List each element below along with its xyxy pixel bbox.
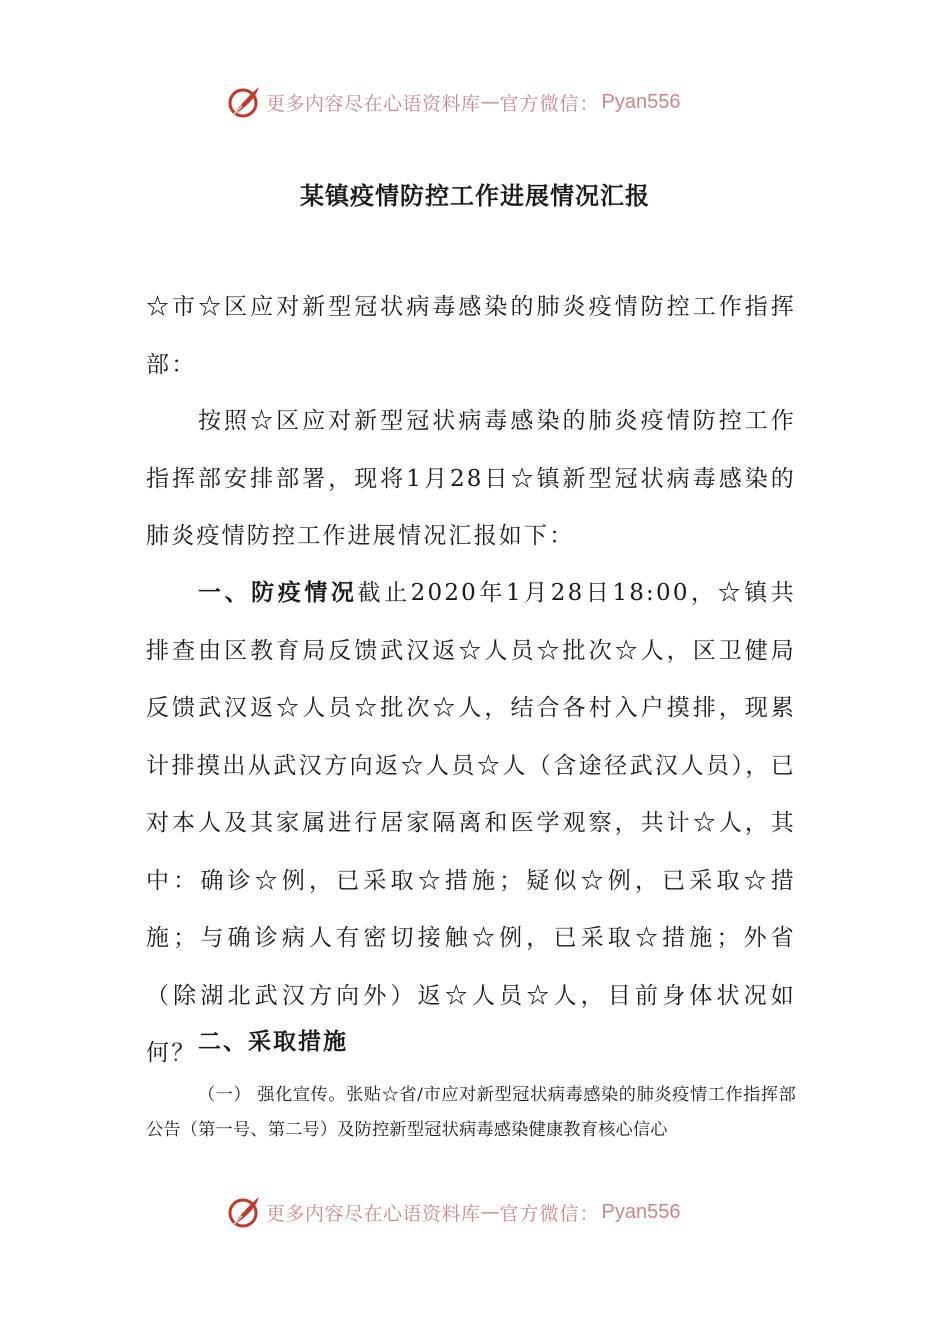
header-banner bbox=[226, 82, 681, 122]
section-epidemic-situation bbox=[146, 565, 796, 1083]
quill-pen-logo-icon bbox=[226, 1194, 262, 1230]
banner-wechat-id: Pyan556 bbox=[601, 1200, 681, 1223]
section1-text: 截止2020年1月28日18:00，☆镇共排查由区教育局反馈武汉返☆人员☆批次☆人，区卫健局反馈武汉返☆人员☆批次☆人，结合各村入户摸排，现累计排摸出从武汉方向返☆人员☆人（含途径武汉人员），已对本人及其家属进行居家隔离和医学观察，共计☆人，其中：确诊☆例，已采取☆措施；疑似☆例，已采取☆措施；与确诊病人有密切接触☆例，已采取☆措施；外省（除湖北武汉方向外）返☆人员☆人，目前身体状况如何？ bbox=[146, 580, 796, 1066]
banner-text: 更多内容尽在心语资料库 bbox=[266, 1202, 481, 1225]
banner-text: 更多内容尽在心语资料库 bbox=[266, 92, 481, 115]
banner-wechat-id: Pyan556 bbox=[601, 90, 681, 113]
paragraph-intro: 按照☆区应对新型冠状病毒感染的肺炎疫情防控工作指挥部安排部署，现将1月28日☆镇新型冠状病毒感染的肺炎疫情防控工作进展情况汇报如下： bbox=[146, 408, 796, 549]
footer-banner bbox=[226, 1192, 681, 1232]
subsection1-text: 强化宣传。张贴☆省/市应对新型冠状病毒感染的肺炎疫情工作指挥部公告（第一号、第二号）及防控新型冠状病毒感染健康教育核心信心 bbox=[146, 1085, 797, 1140]
section1-heading: 一、防疫情况 bbox=[198, 580, 358, 606]
salutation: ☆市☆区应对新型冠状病毒感染的肺炎疫情防控工作指挥部： bbox=[146, 294, 796, 378]
subsection-publicity bbox=[146, 1078, 796, 1148]
banner-wechat-label: 官方微信： bbox=[499, 1202, 600, 1225]
section2-heading: 二、采取措施 bbox=[198, 1029, 348, 1055]
banner-dash: — bbox=[480, 1201, 500, 1223]
subsection1-label: （一） bbox=[198, 1085, 252, 1105]
banner-dash: — bbox=[480, 91, 500, 113]
document-title: 某镇疫情防控工作进展情况汇报 bbox=[300, 182, 650, 210]
quill-pen-logo-icon bbox=[226, 84, 262, 120]
banner-wechat-label: 官方微信： bbox=[499, 92, 600, 115]
